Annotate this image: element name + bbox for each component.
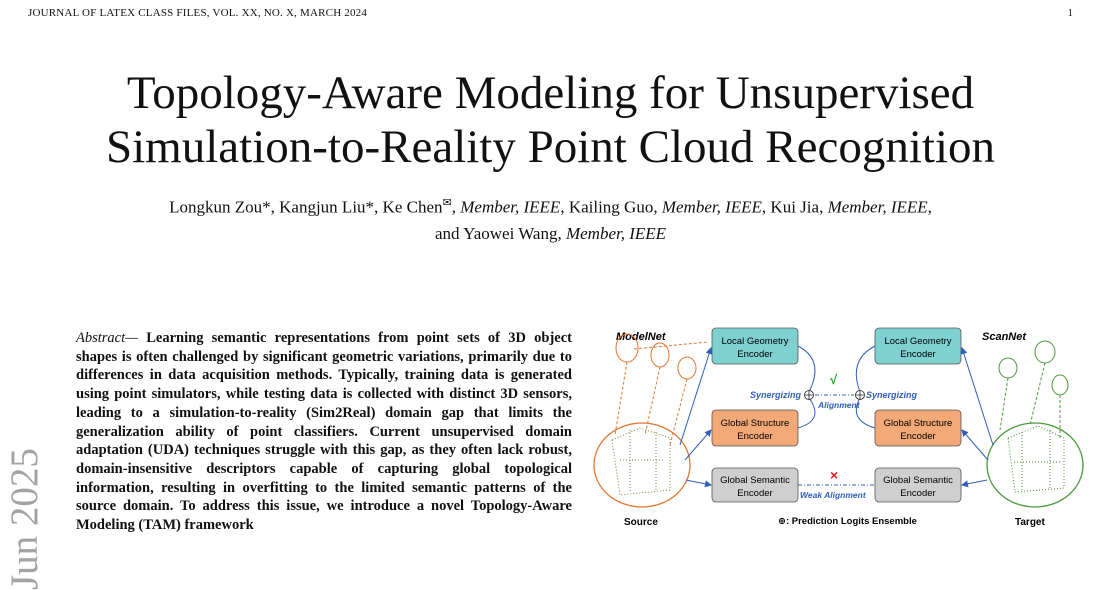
abstract-text: Learning semantic representations from point sets of 3D object shapes is often challenged by significant geometric variations, primarily due to differences in data acquisition methods. Typically, training data is generated using point simulators, while testing data is collected with distinct 3D sensors, leading to a simulation-to-reality (Sim2Real) domain gap that limits the generalization ability of point classifiers. Current unsupervised domain adaptation (UDA) techniques struggle with this gap, as they often lack robust, domain-insensitive descriptors capable of capturing global topological information, resulting in overfitting to the limited semantic patterns of the source domain. To address this issue, we introduce a novel Topology-Aware Modeling (TAM) framework [76,330,573,534]
synergizing-label-tgt: Synergizing [866,390,918,400]
cross-icon: × [830,467,839,483]
global-structure-encoder-src [712,410,798,446]
svg-text:Encoder: Encoder [900,431,936,442]
svg-text:Encoder: Encoder [737,488,773,499]
and-word: and [434,223,460,243]
ensemble-icon-tgt [856,391,865,400]
modelnet-label: ModelNet [616,331,666,343]
target-label: Target [1015,517,1045,528]
target-mini-icons [999,341,1068,440]
author-1: Longkun Zou* [169,197,271,217]
source-point-cloud [594,423,690,507]
framework-diagram [590,320,1095,535]
weak-alignment-label: Weak Alignment [800,490,866,500]
abstract-lead: Abstract— [76,330,139,346]
check-icon: √ [830,372,838,387]
abstract [76,329,572,535]
page-number: 1 [1067,7,1073,19]
alignment-label: Alignment [818,400,860,410]
title-line-1: Topology-Aware Modeling for Unsupervised [126,67,975,119]
source-mini-icons [615,334,708,445]
svg-text:Encoder: Encoder [900,349,936,360]
author-line-2: and Yaowei Wang, Member, IEEE [434,223,667,243]
member-tag-3: Member, IEEE [827,197,928,217]
author-2: Kangjun Liu* [279,197,375,217]
svg-text:Local Geometry: Local Geometry [884,336,952,347]
running-header: JOURNAL OF LATEX CLASS FILES, VOL. XX, NO. X, MARCH 2024 [28,7,368,19]
synergizing-links [798,346,875,428]
author-4: Kailing Guo [568,197,654,217]
framework-figure [590,320,1095,535]
source-label: Source [624,517,658,528]
author-6: Yaowei Wang [463,223,558,243]
svg-text:Global Semantic: Global Semantic [883,475,953,486]
svg-text:Encoder: Encoder [900,488,936,499]
author-3: Ke Chen [382,197,443,217]
member-tag-4: Member, IEEE [565,223,667,243]
member-tag-1: Member, IEEE [460,197,561,217]
svg-text:Encoder: Encoder [737,431,773,442]
corresponding-mark: ✉ [442,197,452,209]
arxiv-side-stamp: Jun 2025 [3,448,46,590]
local-geometry-encoder-tgt [875,328,961,364]
paper-title [0,66,1101,174]
svg-text:Global Semantic: Global Semantic [720,475,790,486]
author-line-1: Longkun Zou*, Kangjun Liu*, Ke Chen✉, Member, IEEE, Kailing Guo, Member, IEEE, Kui Jia, Member, IEEE, [169,197,932,217]
target-point-cloud [987,423,1083,507]
scannet-label: ScanNet [982,331,1027,343]
title-line-2: Simulation-to-Reality Point Cloud Recognition [105,121,996,173]
author-5: Kui Jia [770,197,820,217]
global-structure-encoder-tgt [875,410,961,446]
author-list [0,190,1101,247]
global-semantic-encoder-src [712,468,798,502]
svg-text:Global Structure: Global Structure [720,418,790,429]
member-tag-2: Member, IEEE [661,197,762,217]
svg-text:Local Geometry: Local Geometry [721,336,789,347]
figure-legend: ⊕: Prediction Logits Ensemble [778,516,917,527]
synergizing-label-src: Synergizing [750,390,802,400]
local-geometry-encoder-src [712,328,798,364]
svg-text:Encoder: Encoder [737,349,773,360]
global-semantic-encoder-tgt [875,468,961,502]
ensemble-icon-src [805,391,814,400]
svg-text:Global Structure: Global Structure [883,418,953,429]
